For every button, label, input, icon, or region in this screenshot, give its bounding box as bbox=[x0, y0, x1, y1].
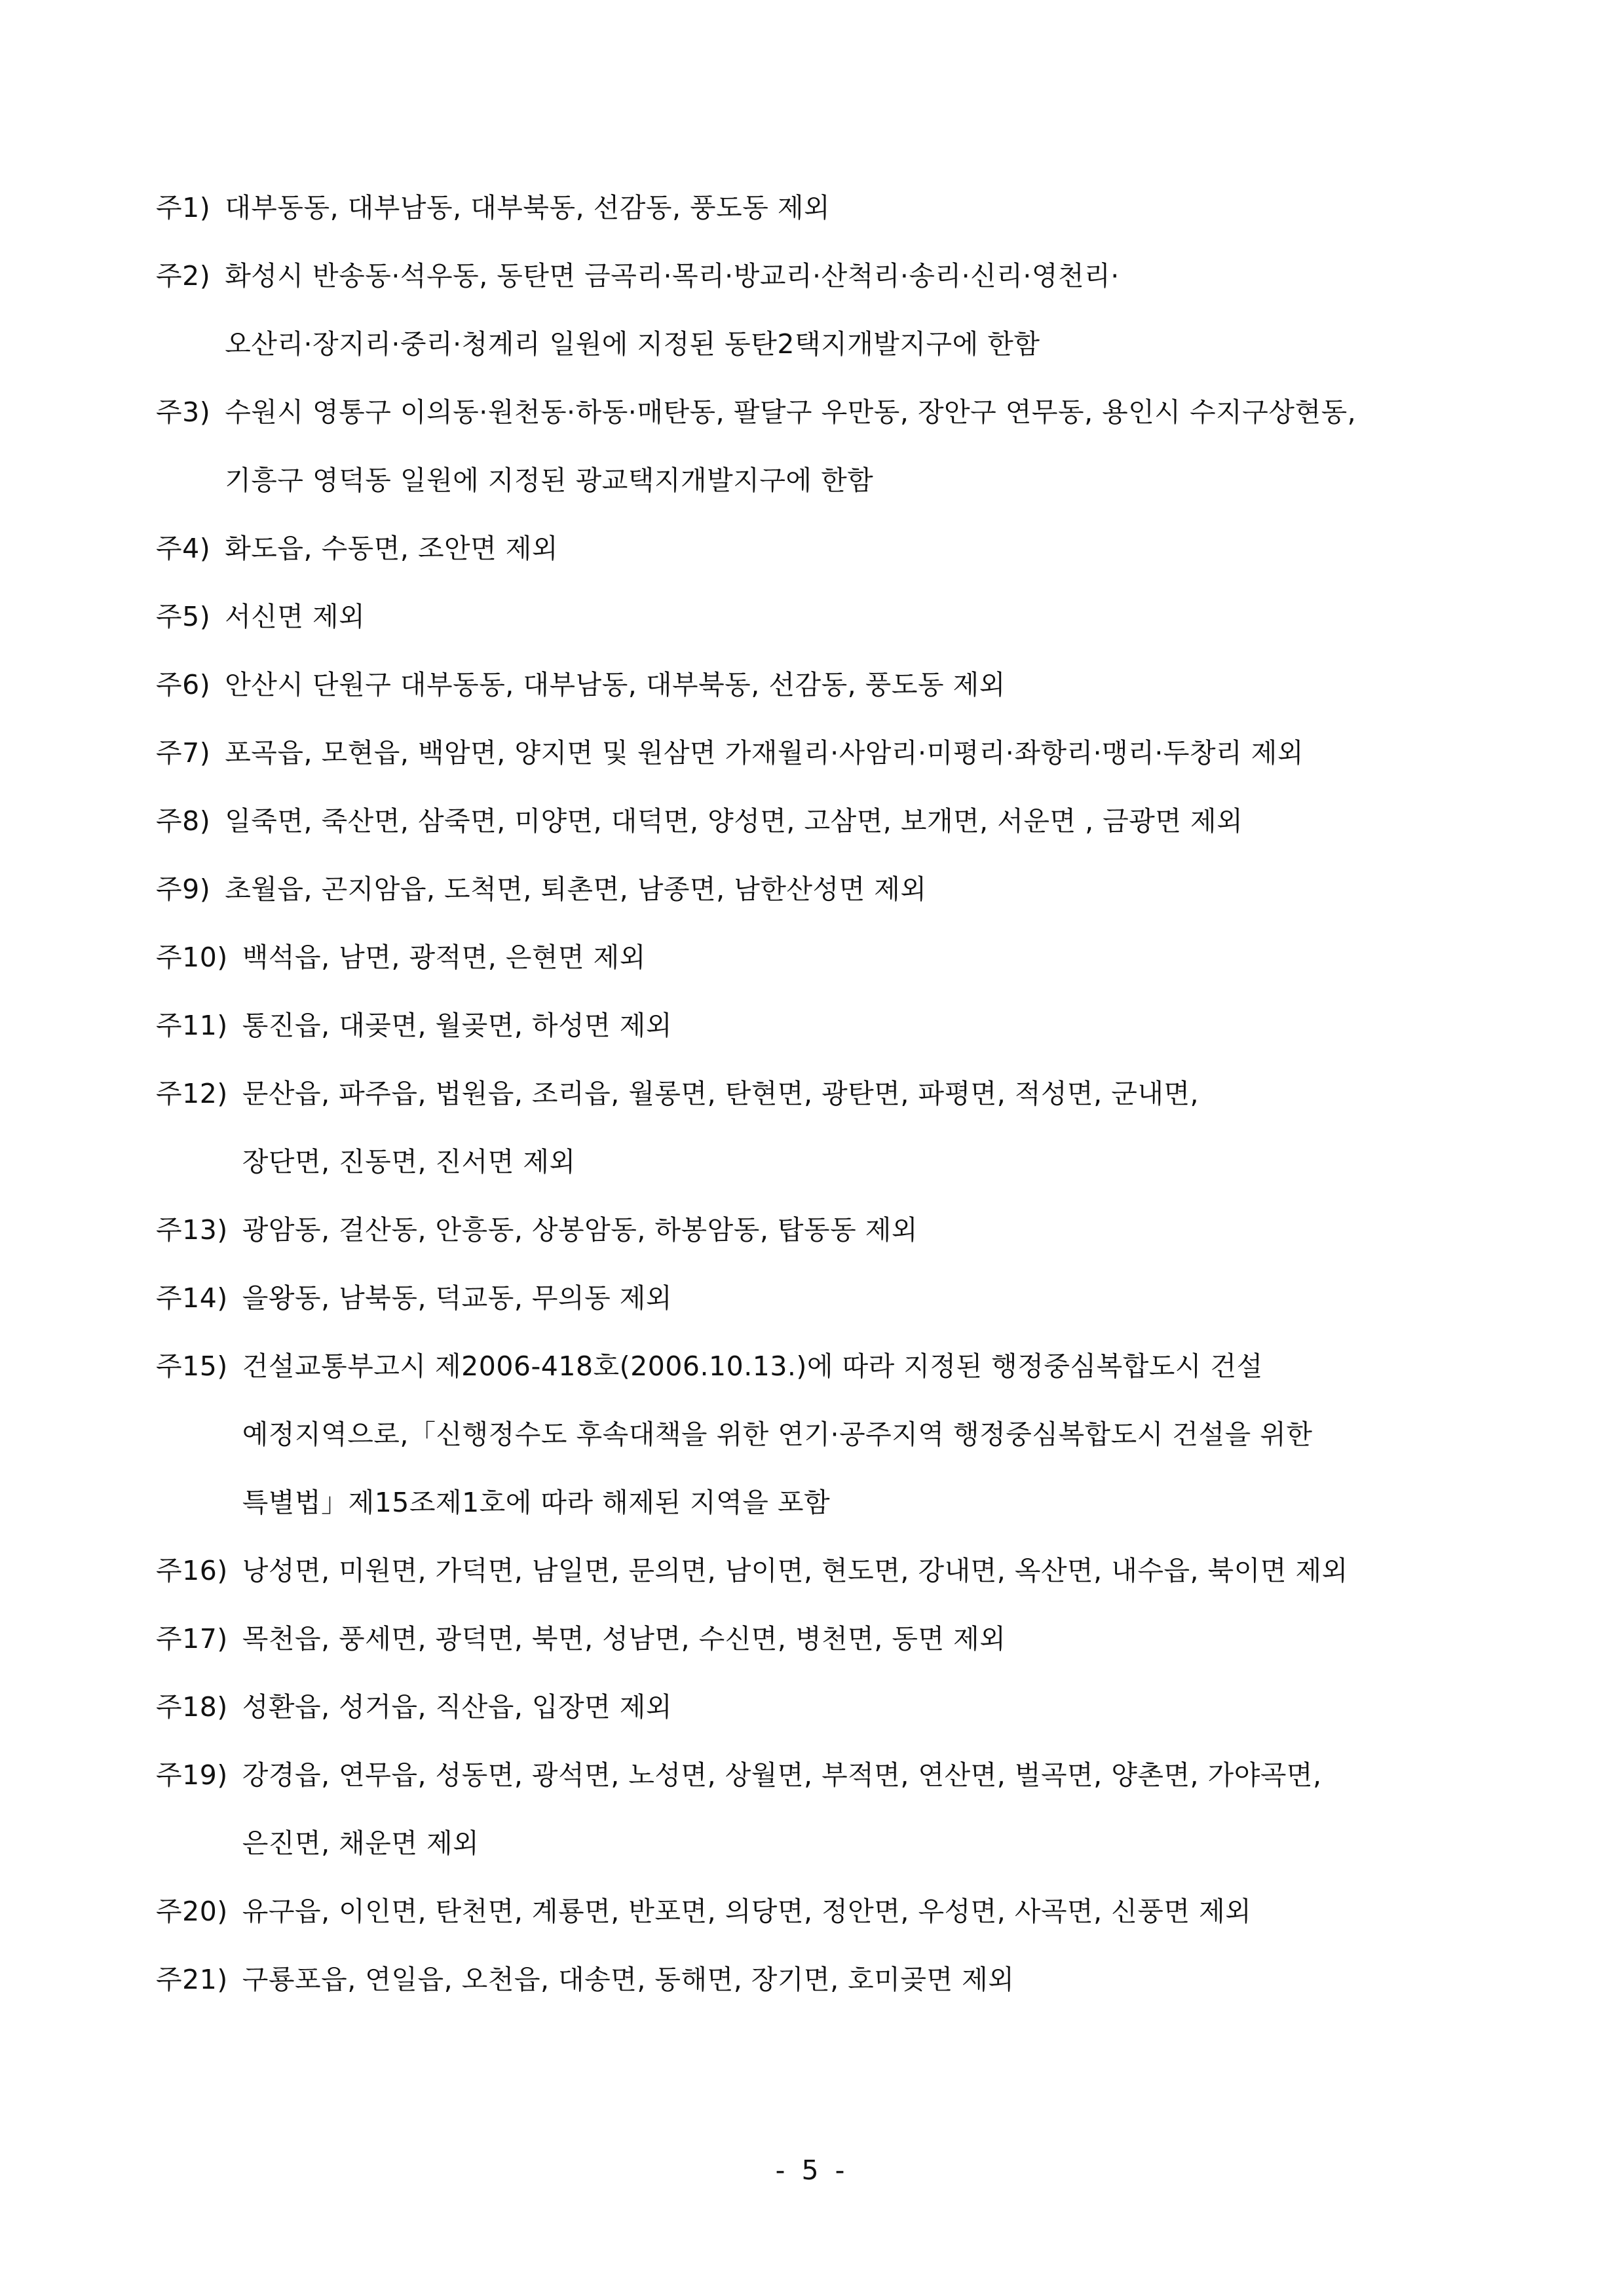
footnote-text-line: 화도읍, 수동면, 조안면 제외 bbox=[225, 533, 559, 564]
footnote-text bbox=[225, 855, 1479, 923]
footnote-text-line: 문산읍, 파주읍, 법원읍, 조리읍, 월롱면, 탄현면, 광탄면, 파평면, 적성면, 군내면, bbox=[242, 1078, 1199, 1109]
footnote-text-line: 백석읍, 남면, 광적면, 은현면 제외 bbox=[242, 942, 646, 973]
footnote-text bbox=[242, 1605, 1479, 1673]
footnote-label: 주14) bbox=[156, 1282, 228, 1314]
footnote-label: 주4) bbox=[156, 533, 211, 564]
footnote-label: 주3) bbox=[156, 396, 211, 428]
footnote-text-line: 기흥구 영덕동 일원에 지정된 광교택지개발지구에 한함 bbox=[225, 465, 874, 496]
footnote-text-line: 광암동, 걸산동, 안흥동, 상봉암동, 하봉암동, 탑동동 제외 bbox=[242, 1214, 918, 1246]
footnote-text bbox=[242, 1673, 1479, 1741]
footnote-text bbox=[225, 378, 1479, 514]
footnote-text bbox=[225, 651, 1479, 719]
footnote-text bbox=[242, 1196, 1479, 1264]
footnote-item bbox=[156, 991, 1479, 1060]
footnote-label: 주5) bbox=[156, 601, 211, 632]
footnote-text-line: 낭성면, 미원면, 가덕면, 남일면, 문의면, 남이면, 현도면, 강내면, 옥산면, 내수읍, 북이면 제외 bbox=[242, 1555, 1348, 1586]
footnote-text bbox=[225, 719, 1479, 787]
footnote-text-line: 예정지역으로,「신행정수도 후속대책을 위한 연기·공주지역 행정중심복합도시 건설을 위한 bbox=[242, 1419, 1313, 1450]
footnote-label: 주18) bbox=[156, 1691, 228, 1723]
footnote-item bbox=[156, 1060, 1479, 1196]
footnote-text-line: 장단면, 진동면, 진서면 제외 bbox=[242, 1146, 576, 1177]
footnote-item bbox=[156, 378, 1479, 514]
footnote-item bbox=[156, 514, 1479, 583]
footnote-item bbox=[156, 1741, 1479, 1877]
footnote-text bbox=[242, 1264, 1479, 1332]
footnote-text bbox=[225, 514, 1479, 583]
footnote-text-line: 화성시 반송동·석우동, 동탄면 금곡리·목리·방교리·산척리·송리·신리·영천리· bbox=[225, 260, 1120, 292]
footnote-list bbox=[156, 174, 1479, 2014]
footnote-label: 주6) bbox=[156, 669, 211, 700]
footnote-text bbox=[242, 1537, 1479, 1605]
footnote-label: 주13) bbox=[156, 1214, 228, 1246]
footnote-text bbox=[242, 923, 1479, 991]
footnote-text-line: 성환읍, 성거읍, 직산읍, 입장면 제외 bbox=[242, 1691, 672, 1723]
footnote-text-line: 구룡포읍, 연일읍, 오천읍, 대송면, 동해면, 장기면, 호미곶면 제외 bbox=[242, 1964, 1015, 1995]
footnote-item bbox=[156, 1945, 1479, 2014]
footnote-label: 주8) bbox=[156, 805, 211, 837]
footnote-item bbox=[156, 1877, 1479, 1945]
footnote-text-line: 목천읍, 풍세면, 광덕면, 북면, 성남면, 수신면, 병천면, 동면 제외 bbox=[242, 1623, 1006, 1655]
footnote-item bbox=[156, 923, 1479, 991]
footnote-item bbox=[156, 1673, 1479, 1741]
footnote-item bbox=[156, 1537, 1479, 1605]
footnote-text bbox=[242, 1332, 1479, 1537]
footnote-text bbox=[225, 787, 1479, 855]
footnote-item bbox=[156, 1332, 1479, 1537]
footnote-item bbox=[156, 583, 1479, 651]
footnote-item bbox=[156, 719, 1479, 787]
footnote-text bbox=[225, 583, 1479, 651]
footnote-text-line: 건설교통부고시 제2006-418호(2006.10.13.)에 따라 지정된 행정중심복합도시 건설 bbox=[242, 1350, 1263, 1382]
footnote-text-line: 대부동동, 대부남동, 대부북동, 선감동, 풍도동 제외 bbox=[225, 192, 831, 223]
footnote-label: 주21) bbox=[156, 1964, 228, 1995]
footnote-text-line: 서신면 제외 bbox=[225, 601, 366, 632]
footnote-text-line: 강경읍, 연무읍, 성동면, 광석면, 노성면, 상월면, 부적면, 연산면, 벌곡면, 양촌면, 가야곡면, bbox=[242, 1759, 1322, 1791]
footnote-text-line: 특별법」제15조제1호에 따라 해제된 지역을 포함 bbox=[242, 1487, 831, 1518]
footnote-text-line: 을왕동, 남북동, 덕교동, 무의동 제외 bbox=[242, 1282, 672, 1314]
footnote-item bbox=[156, 1605, 1479, 1673]
footnote-text-line: 일죽면, 죽산면, 삼죽면, 미양면, 대덕면, 양성면, 고삼면, 보개면, 서운면 , 금광면 제외 bbox=[225, 805, 1243, 837]
footnote-text bbox=[242, 1741, 1479, 1877]
page-number: - 5 - bbox=[775, 2154, 849, 2186]
footnote-text bbox=[242, 1060, 1479, 1196]
footnote-text-line: 포곡읍, 모현읍, 백암면, 양지면 및 원삼면 가재월리·사암리·미평리·좌항리·맹리·두창리 제외 bbox=[225, 737, 1304, 769]
footnote-label: 주17) bbox=[156, 1623, 228, 1655]
footnote-item bbox=[156, 855, 1479, 923]
footnote-item bbox=[156, 651, 1479, 719]
footnote-text bbox=[225, 242, 1479, 378]
footnote-label: 주1) bbox=[156, 192, 211, 223]
footnote-label: 주11) bbox=[156, 1010, 228, 1041]
footnote-item bbox=[156, 787, 1479, 855]
footnote-label: 주20) bbox=[156, 1896, 228, 1927]
footnote-label: 주12) bbox=[156, 1078, 228, 1109]
footnote-label: 주15) bbox=[156, 1350, 228, 1382]
footnote-text-line: 안산시 단원구 대부동동, 대부남동, 대부북동, 선감동, 풍도동 제외 bbox=[225, 669, 1006, 700]
footnote-text-line: 은진면, 채운면 제외 bbox=[242, 1827, 480, 1859]
footnote-label: 주19) bbox=[156, 1759, 228, 1791]
footnote-text-line: 초월읍, 곤지암읍, 도척면, 퇴촌면, 남종면, 남한산성면 제외 bbox=[225, 873, 927, 905]
footnote-item bbox=[156, 242, 1479, 378]
footnote-text bbox=[225, 174, 1479, 242]
footnote-text bbox=[242, 991, 1479, 1060]
footnote-label: 주7) bbox=[156, 737, 211, 769]
footnote-item bbox=[156, 1196, 1479, 1264]
footnote-text-line: 통진읍, 대곶면, 월곶면, 하성면 제외 bbox=[242, 1010, 672, 1041]
footnote-label: 주10) bbox=[156, 942, 228, 973]
footnote-label: 주16) bbox=[156, 1555, 228, 1586]
footnote-item bbox=[156, 174, 1479, 242]
footnote-text-line: 유구읍, 이인면, 탄천면, 계룡면, 반포면, 의당면, 정안면, 우성면, 사곡면, 신풍면 제외 bbox=[242, 1896, 1252, 1927]
footnote-text bbox=[242, 1945, 1479, 2014]
footnote-text bbox=[242, 1877, 1479, 1945]
footnote-text-line: 수원시 영통구 이의동·원천동·하동·매탄동, 팔달구 우만동, 장안구 연무동, 용인시 수지구상현동, bbox=[225, 396, 1357, 428]
footnote-label: 주2) bbox=[156, 260, 211, 292]
footnote-label: 주9) bbox=[156, 873, 211, 905]
footnote-text-line: 오산리·장지리·중리·청계리 일원에 지정된 동탄2택지개발지구에 한함 bbox=[225, 328, 1040, 360]
footnote-item bbox=[156, 1264, 1479, 1332]
